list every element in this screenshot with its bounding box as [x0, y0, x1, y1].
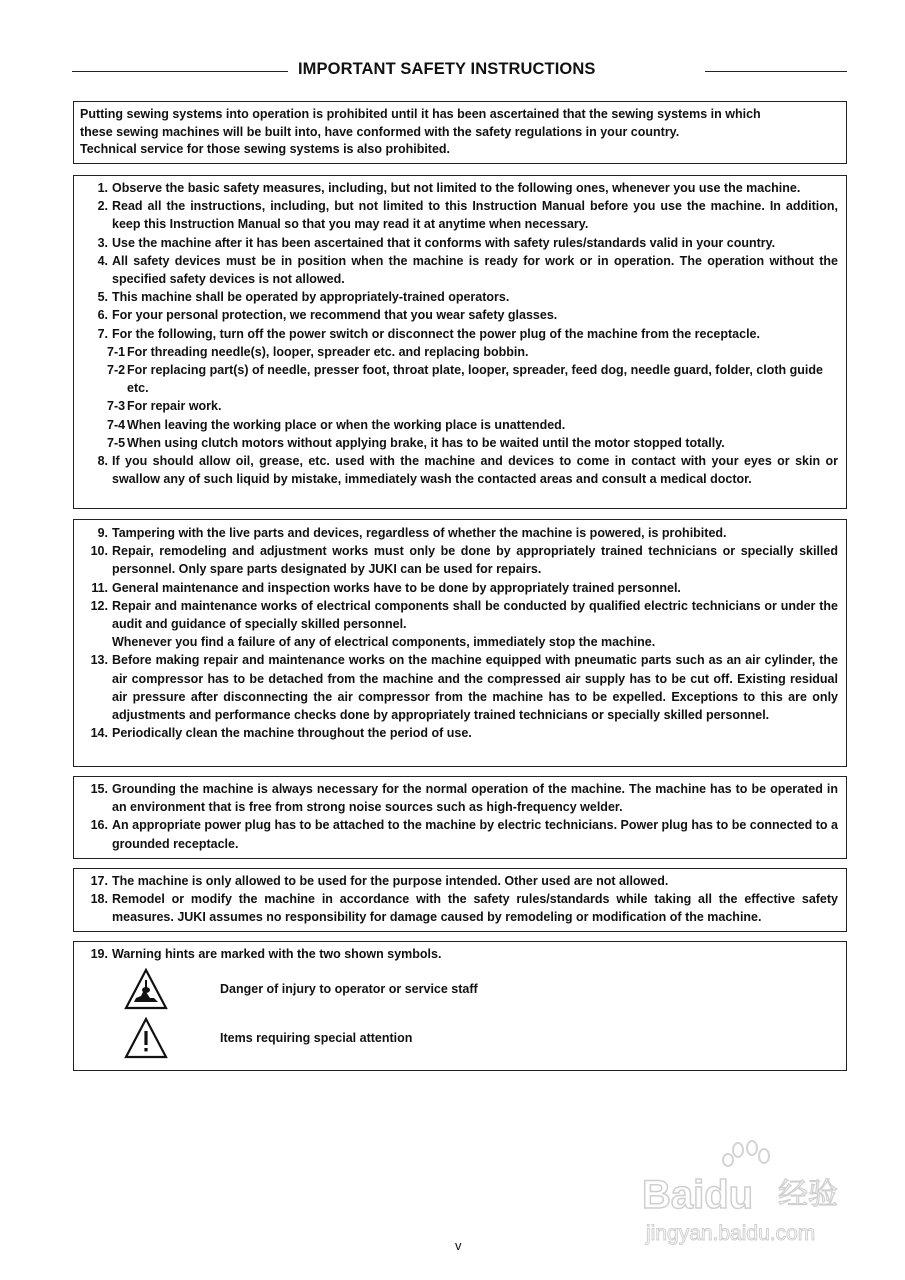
- list-item: [80, 179, 838, 197]
- warning-symbol-row: [124, 968, 478, 1010]
- item-number: 14.: [90, 726, 108, 741]
- item-number: 18.: [90, 892, 108, 907]
- item-number: 15.: [90, 782, 108, 796]
- sub-item-number: 7-5: [107, 435, 126, 450]
- list-item: [80, 325, 838, 343]
- page-title: IMPORTANT SAFETY INSTRUCTIONS: [298, 60, 596, 78]
- item-number: 17.: [90, 874, 108, 888]
- list-item: [80, 816, 838, 852]
- item-text: Periodically clean the machine throughout the period of use.: [112, 726, 472, 741]
- item-number: 10.: [90, 544, 108, 559]
- list-item: [80, 872, 838, 890]
- safety-section-2: [73, 519, 847, 767]
- exclamation-warning-icon: [124, 1017, 168, 1059]
- item-text: If you should allow oil, grease, etc. used with the machine and devices to come in contact with your eyes or skin or swallow any of such liquid by mistake, immediately wash the contacted areas and consult a medical doctor.: [112, 454, 838, 487]
- item-number: 2.: [97, 199, 108, 214]
- list-item: [80, 597, 838, 652]
- item-text: For your personal protection, we recommend that you wear safety glasses.: [112, 308, 558, 323]
- baidu-paw-logo-icon: [640, 1140, 870, 1250]
- watermark-brand: Baidu: [642, 1173, 754, 1217]
- item-number: 13.: [90, 653, 108, 668]
- sub-list-item: [80, 416, 838, 434]
- item-text: Repair and maintenance works of electrical components shall be conducted by qualified electric technicians or under the audit and guidance of specially skilled personnel.: [112, 598, 838, 632]
- item-text: General maintenance and inspection works have to be done by appropriately trained personnel.: [112, 580, 681, 595]
- warning-symbol-label: Items requiring special attention: [220, 1031, 413, 1045]
- item-number: 1.: [97, 181, 108, 195]
- list-item: [80, 524, 838, 542]
- item-number: 8.: [97, 454, 108, 469]
- item-text: The machine is only allowed to be used for the purpose intended. Other used are not allowed.: [112, 874, 669, 888]
- item-number: 3.: [97, 235, 108, 250]
- item-text: Use the machine after it has been ascertained that it conforms with safety rules/standards valid in your country.: [112, 235, 776, 250]
- item-number: 5.: [97, 290, 108, 305]
- item-text: Grounding the machine is always necessary for the normal operation of the machine. The machine has to be operated in an environment that is free from strong noise sources such as high-frequency welder.: [112, 782, 838, 815]
- intro-line: Technical service for those sewing systems is also prohibited.: [80, 142, 451, 156]
- list-item: [80, 452, 838, 488]
- item-text: Before making repair and maintenance works on the machine equipped with pneumatic parts such as an air cylinder, the air compressor has to be detached from the machine and the compressed air supply has to be cut off. Existing residual air pressure after disconnecting the air compressor from the machine has to be expelled. Exceptions to this are only adjustments and performance checks done by appropriately trained technicians or specially skilled personnel.: [112, 653, 838, 723]
- sub-item-number: 7-2: [107, 363, 126, 378]
- intro-notice-box: [73, 101, 847, 164]
- list-item: [80, 651, 838, 724]
- page-number: v: [455, 1238, 462, 1253]
- hand-danger-warning-icon: [124, 968, 168, 1010]
- safety-section-1: [73, 175, 847, 509]
- item-number: 4.: [97, 253, 108, 268]
- safety-section-3: [73, 776, 847, 859]
- list-item: [80, 288, 838, 306]
- list-item: [80, 945, 838, 963]
- list-item: [80, 234, 838, 252]
- list-item: [80, 724, 838, 742]
- warning-symbol-label: Danger of injury to operator or service staff: [220, 982, 478, 996]
- sub-list-item: [80, 397, 838, 415]
- baidu-watermark: [640, 1140, 870, 1250]
- list-item: [80, 306, 838, 324]
- sub-item-number: 7-3: [107, 399, 126, 414]
- sub-item-text: For replacing part(s) of needle, presser foot, throat plate, looper, spreader, feed dog, needle guard, folder, cloth guide etc.: [127, 363, 823, 396]
- list-item: [80, 542, 838, 578]
- title-rule-left: [72, 71, 288, 72]
- item-extra-text: Whenever you find a failure of any of electrical components, immediately stop the machine.: [112, 635, 656, 650]
- item-number: 6.: [97, 308, 108, 323]
- sub-item-number: 7-1: [107, 344, 126, 359]
- intro-line: these sewing machines will be built into, have conformed with the safety regulations in your country.: [80, 124, 680, 139]
- item-number: 12.: [90, 598, 108, 613]
- item-text: Read all the instructions, including, but not limited to this Instruction Manual before you use the machine. In addition, keep this Instruction Manual so that you may read it at anytime when necessary.: [112, 199, 838, 232]
- list-item: [80, 252, 838, 288]
- safety-section-4: [73, 868, 847, 932]
- list-item: [80, 197, 838, 233]
- item-text: Observe the basic safety measures, including, but not limited to the following ones, whenever you use the machine.: [112, 181, 801, 195]
- sub-list-item: [80, 434, 838, 452]
- item-number: 9.: [97, 526, 108, 540]
- item-text: All safety devices must be in position when the machine is ready for work or in operation. The operation without the specified safety devices is not allowed.: [112, 253, 838, 287]
- sub-item-text: For threading needle(s), looper, spreader etc. and replacing bobbin.: [127, 344, 529, 359]
- watermark-url: jingyan.baidu.com: [646, 1222, 816, 1245]
- item-number: 7.: [97, 326, 108, 341]
- item-text: An appropriate power plug has to be attached to the machine by electric technicians. Power plug has to be connected to a grounded receptacle.: [112, 818, 838, 851]
- list-item: [80, 780, 838, 816]
- item-text: Warning hints are marked with the two shown symbols.: [112, 947, 442, 961]
- item-number: 16.: [90, 818, 108, 833]
- sub-item-text: For repair work.: [127, 399, 222, 414]
- list-item: [80, 890, 838, 926]
- item-number: 11.: [91, 580, 108, 595]
- item-text: Tampering with the live parts and devices, regardless of whether the machine is powered, is prohibited.: [112, 526, 727, 540]
- item-text: Repair, remodeling and adjustment works must only be done by appropriately trained technicians or specially skilled personnel. Only spare parts designated by JUKI can be used for repairs.: [112, 544, 838, 577]
- title-rule-right: [705, 71, 847, 72]
- watermark-brand-cn: 经验: [778, 1177, 838, 1212]
- sub-item-text: When leaving the working place or when the working place is unattended.: [127, 417, 566, 432]
- item-text: This machine shall be operated by appropriately-trained operators.: [112, 290, 510, 305]
- item-number: 19.: [90, 947, 108, 961]
- item-text: Remodel or modify the machine in accordance with the safety rules/standards while taking all the effective safety measures. JUKI assumes no responsibility for damage caused by remodeling or modification of the machine.: [112, 892, 838, 925]
- warning-symbol-row: [124, 1017, 413, 1059]
- sub-item-number: 7-4: [107, 417, 126, 432]
- item-text: For the following, turn off the power switch or disconnect the power plug of the machine from the receptacle.: [112, 326, 760, 341]
- sub-list-item: [80, 343, 838, 361]
- sub-list-item: [80, 361, 838, 397]
- sub-item-text: When using clutch motors without applying brake, it has to be waited until the motor stopped totally.: [127, 435, 725, 450]
- intro-line: Putting sewing systems into operation is prohibited until it has been ascertained that the sewing systems in which: [80, 107, 761, 121]
- title-row: [72, 60, 847, 84]
- safety-section-5: [73, 941, 847, 1071]
- list-item: [80, 579, 838, 597]
